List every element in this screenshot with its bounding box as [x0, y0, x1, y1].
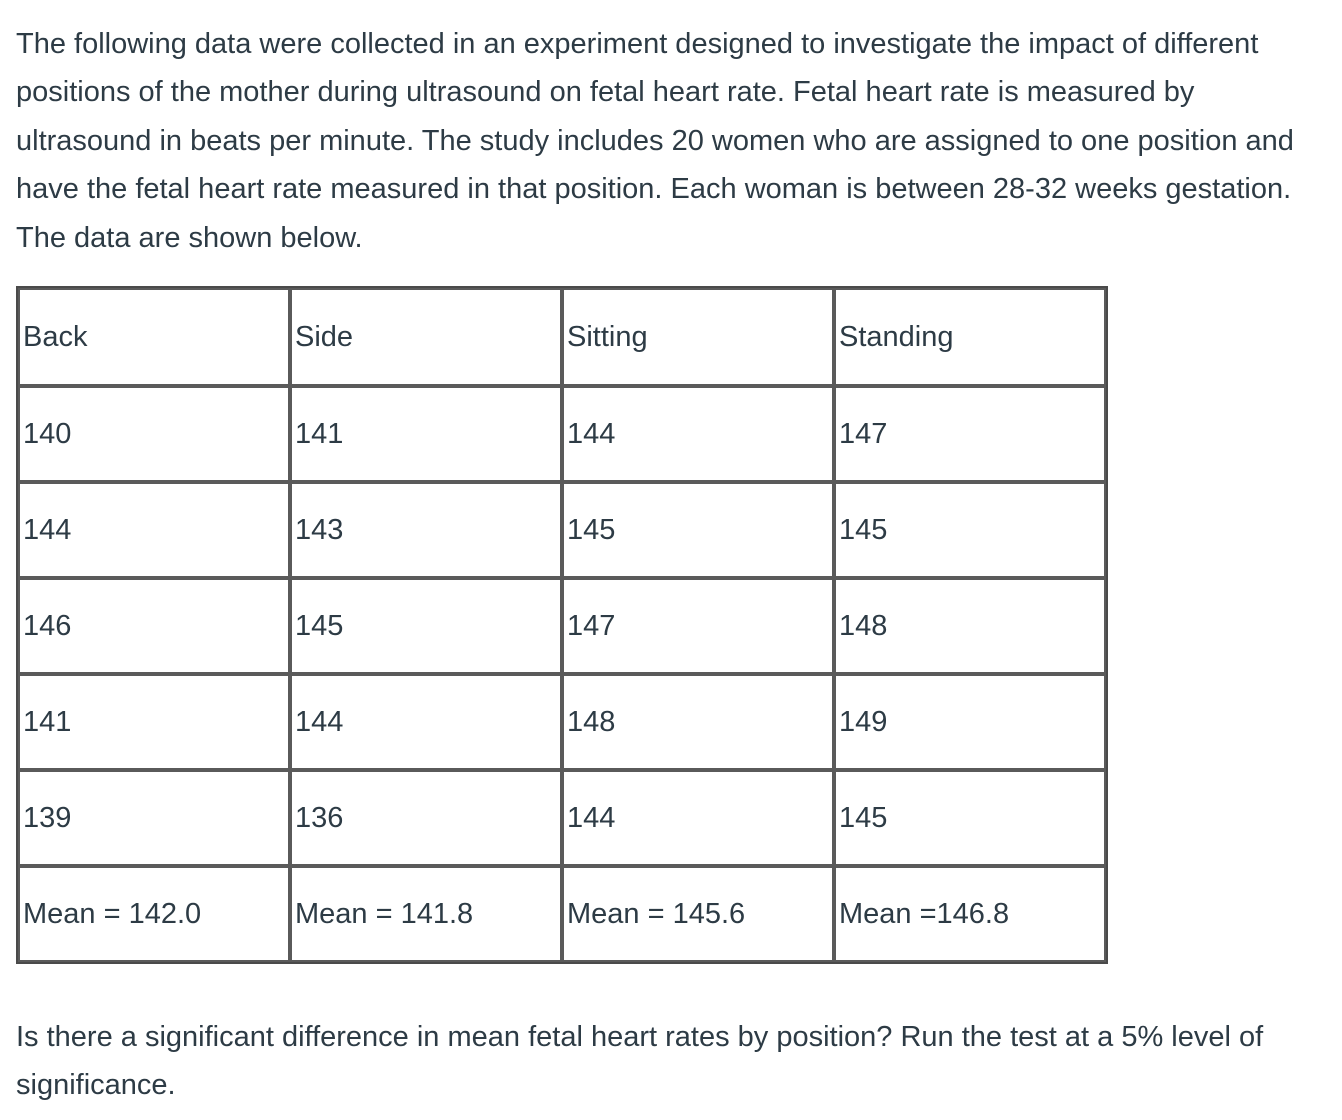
table-cell: 144 [18, 482, 290, 578]
table-row [18, 674, 1106, 770]
table-cell: 148 [562, 674, 834, 770]
mean-sitting: Mean = 145.6 [562, 866, 834, 962]
table-cell: 145 [562, 482, 834, 578]
table-means-row [18, 866, 1106, 962]
table-cell: 148 [834, 578, 1106, 674]
table-cell: 141 [18, 674, 290, 770]
header-back: Back [18, 288, 290, 386]
intro-sentence: The study includes 20 women who are assigned to one position and have the fetal heart rate measured in that position. [16, 124, 1302, 206]
table-cell: 144 [562, 770, 834, 866]
header-sitting: Sitting [562, 288, 834, 386]
intro-paragraph [16, 20, 1326, 262]
table-cell: 140 [18, 386, 290, 482]
table-cell: 141 [290, 386, 562, 482]
table-row [18, 578, 1106, 674]
table-row [18, 482, 1106, 578]
table-header-row [18, 288, 1106, 386]
table-cell: 139 [18, 770, 290, 866]
table-cell: 149 [834, 674, 1106, 770]
table-cell: 144 [290, 674, 562, 770]
table-cell: 147 [562, 578, 834, 674]
table-row [18, 386, 1106, 482]
intro-sentence: Fetal heart rate is measured by ultrasound in beats per minute. [16, 76, 1203, 157]
table-cell: 147 [834, 386, 1106, 482]
intro-sentence: The data are shown below. [16, 221, 363, 254]
table-cell: 136 [290, 770, 562, 866]
heart-rate-table [16, 286, 1108, 964]
table-cell: 145 [834, 482, 1106, 578]
header-standing: Standing [834, 288, 1106, 386]
mean-standing: Mean =146.8 [834, 866, 1106, 962]
mean-back: Mean = 142.0 [18, 866, 290, 962]
intro-sentence: Each woman is between 28-32 weeks gestation. [670, 173, 1292, 206]
table-cell: 146 [18, 578, 290, 674]
question-text: Is there a significant difference in mean fetal heart rates by position? Run the test at a 5% level of significance. [16, 1021, 1264, 1102]
table-cell: 143 [290, 482, 562, 578]
table-row [18, 770, 1106, 866]
table-cell: 145 [834, 770, 1106, 866]
table-cell: 145 [290, 578, 562, 674]
header-side: Side [290, 288, 562, 386]
table-cell: 144 [562, 386, 834, 482]
intro-sentence: The following data were collected in an experiment designed to investigate the impact of different positions of the mother during ultrasound on fetal heart rate. [16, 28, 1267, 109]
mean-side: Mean = 141.8 [290, 866, 562, 962]
